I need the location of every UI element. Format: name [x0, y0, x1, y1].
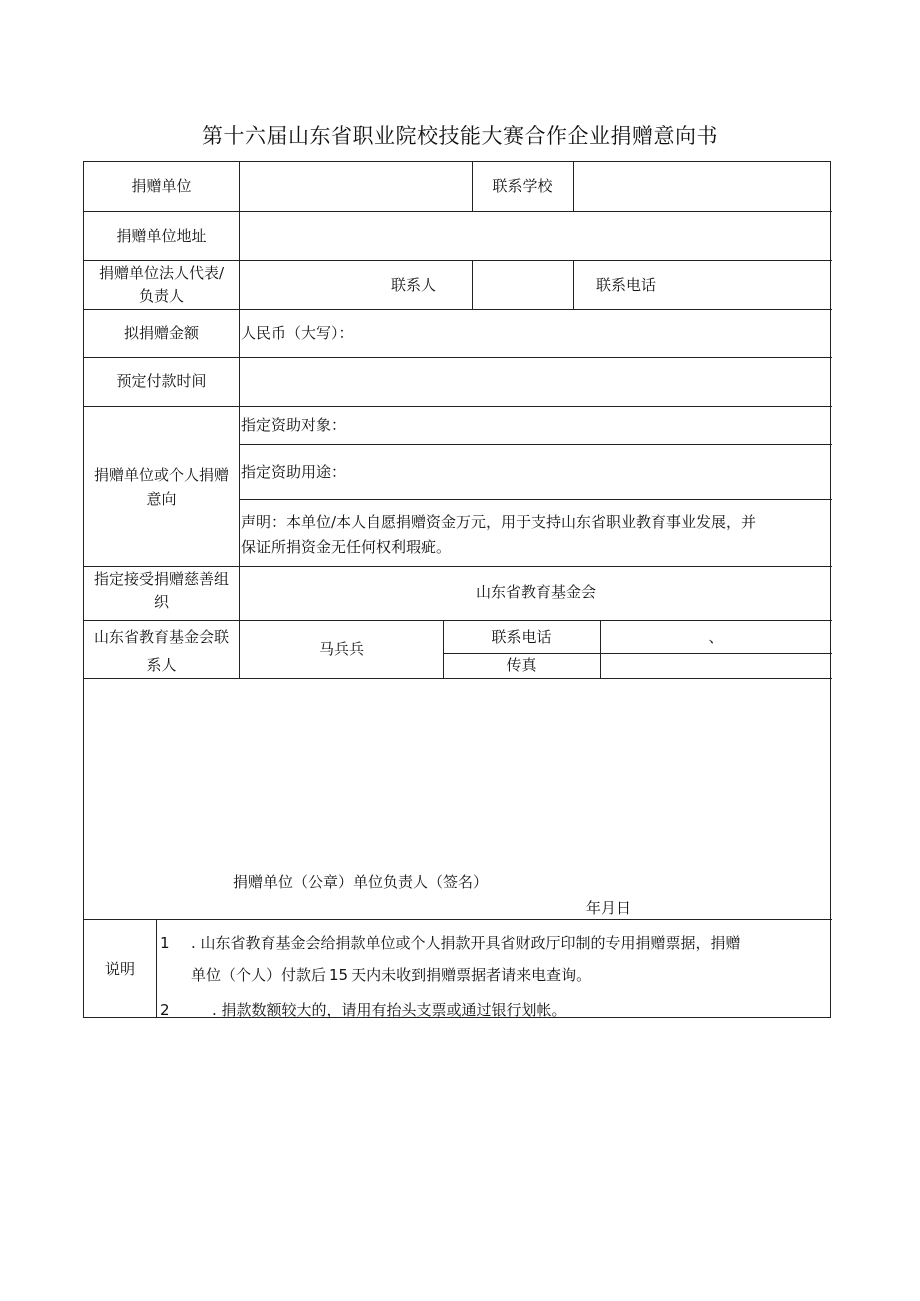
row-divider — [84, 406, 832, 407]
foundation-contact-name: 马兵兵 — [318, 640, 364, 658]
signature-date: 年月日 — [586, 899, 632, 917]
note-2-number: 2 — [160, 1001, 170, 1019]
signature-line: 捐赠单位（公章）单位负责人（签名） — [233, 873, 489, 891]
note-1-line-2-post: 天内未收到捐赠票据者请来电查询。 — [351, 966, 592, 984]
contact-phone-label: 联系电话 — [596, 276, 657, 294]
contact-person-field[interactable] — [473, 261, 573, 309]
designated-target[interactable]: 指定资助对象： — [241, 416, 347, 434]
contact-school-label: 联系学校 — [492, 177, 553, 195]
row-divider — [84, 566, 832, 567]
note-1-days: 15 — [329, 966, 349, 984]
row-divider — [239, 499, 832, 500]
payment-time-field[interactable] — [240, 358, 831, 406]
note-1-line-1: . 山东省教育基金会给捐款单位或个人捐款开具省财政厅印制的专用捐赠票据，捐赠 — [191, 934, 741, 952]
note-2-text: . 捐款数额较大的，请用有抬头支票或通过银行划帐。 — [212, 1001, 567, 1019]
declaration-line-1: 声明：本单位/本人自愿捐赠资金万元，用于支持山东省职业教育事业发展，并 — [241, 513, 757, 531]
donation-form-table — [83, 161, 831, 1018]
foundation-contact-label-cont: 系人 — [146, 656, 177, 674]
charity-label: 指定接受捐赠慈善组 — [93, 570, 229, 588]
legal-rep-label: 捐赠单位法人代表/ — [98, 264, 225, 282]
row-divider — [84, 260, 832, 261]
row-divider — [239, 444, 832, 445]
designated-use[interactable]: 指定资助用途： — [241, 463, 347, 481]
charity-label-cont: 织 — [153, 593, 169, 611]
foundation-phone-label: 联系电话 — [491, 628, 552, 646]
note-1-line-2-pre: 单位（个人）付款后 — [191, 966, 327, 984]
note-1-line-2 — [191, 964, 591, 987]
notes-label: 说明 — [104, 960, 135, 978]
donor-address-label: 捐赠单位地址 — [116, 227, 207, 245]
row-divider — [84, 620, 832, 621]
foundation-phone-value: 、 — [708, 628, 724, 646]
donor-unit-field[interactable] — [240, 162, 472, 211]
contact-school-field[interactable] — [574, 162, 831, 211]
fax-label: 传真 — [506, 656, 537, 674]
payment-time-label: 预定付款时间 — [116, 372, 207, 390]
amount-label: 拟捐赠金额 — [123, 324, 199, 342]
column-divider — [573, 260, 574, 309]
legal-rep-label-cont: 负责人 — [138, 287, 184, 305]
charity-value: 山东省教育基金会 — [475, 583, 596, 601]
note-1-number: 1 — [160, 934, 170, 952]
declaration-line-2: 保证所捐资金无任何权利瑕疵。 — [241, 538, 452, 556]
donor-address-field[interactable] — [240, 212, 831, 260]
contact-person-label: 联系人 — [391, 276, 437, 294]
row-divider — [84, 309, 832, 310]
row-divider — [84, 919, 832, 920]
intent-label-cont: 意向 — [146, 490, 177, 508]
page-title: 第十六届山东省职业院校技能大赛合作企业捐赠意向书 — [202, 124, 718, 148]
fax-field[interactable] — [601, 654, 831, 678]
column-divider — [156, 919, 157, 1018]
intent-label: 捐赠单位或个人捐赠 — [93, 466, 229, 484]
donor-unit-label: 捐赠单位 — [131, 177, 192, 195]
amount-value[interactable]: 人民币（大写）： — [241, 324, 354, 342]
foundation-contact-label: 山东省教育基金会联 — [93, 628, 229, 646]
